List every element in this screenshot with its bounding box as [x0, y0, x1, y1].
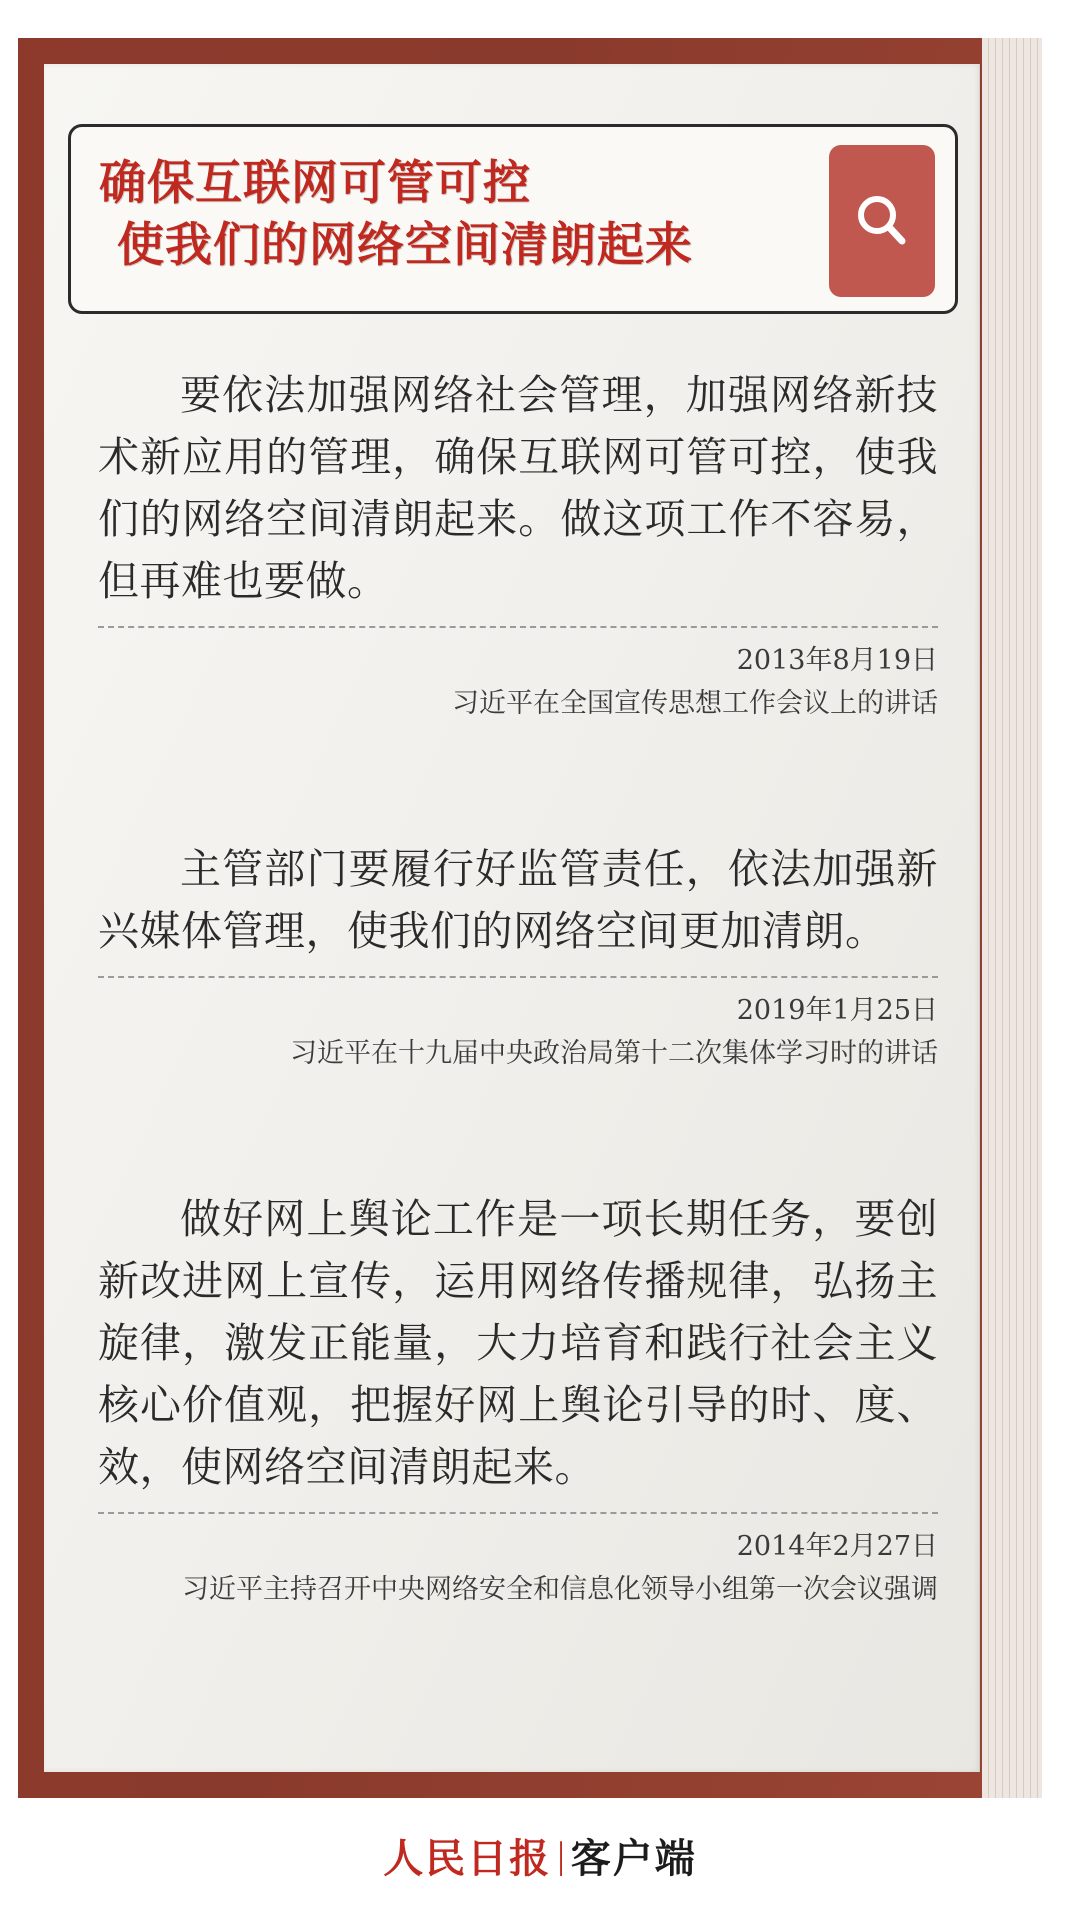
page-title: [99, 153, 739, 277]
quote-source: 习近平主持召开中央网络安全和信息化领导小组第一次会议强调: [182, 1574, 938, 1605]
quote-divider: [98, 1512, 938, 1514]
quote-source: 习近平在全国宣传思想工作会议上的讲话: [452, 688, 938, 719]
book-cover: [18, 38, 1042, 1798]
title-line-1: 确保互联网可管可控: [99, 156, 531, 211]
quote-divider: [98, 976, 938, 978]
quote-text: 做好网上舆论工作是一项长期任务，要创新改进网上宣传，运用网络传播规律，弘扬主旋律，激发正能量，大力培育和践行社会主义核心价值观，把握好网上舆论引导的时、度、效，使网络空间清朗起来。: [98, 1195, 938, 1491]
quote-text: 要依法加强网络社会管理，加强网络新技术新应用的管理，确保互联网可管可控，使我们的网络空间清朗起来。做这项工作不容易，但再难也要做。: [98, 371, 938, 605]
brand-name: 人民日报: [383, 1835, 552, 1882]
title-banner: [68, 124, 958, 314]
quote-list: [98, 364, 938, 1676]
page-surface: [44, 64, 980, 1772]
title-line-2: 使我们的网络空间清朗起来: [117, 218, 693, 273]
footer-brand: [0, 1827, 1080, 1884]
search-button[interactable]: [829, 145, 935, 297]
brand-logo: [383, 1827, 697, 1884]
quote-divider: [98, 626, 938, 628]
search-icon: [850, 189, 914, 253]
quote-source: 习近平在十九届中央政治局第十二次集体学习时的讲话: [290, 1038, 938, 1069]
brand-separator: |: [557, 1834, 565, 1877]
quote-item: [98, 364, 938, 720]
page-stack-decoration: [982, 38, 1042, 1798]
quote-item: [98, 1188, 938, 1606]
quote-date: 2019年1月25日: [736, 995, 938, 1026]
quote-date: 2014年2月27日: [736, 1531, 938, 1562]
quote-item: [98, 838, 938, 1070]
quote-date: 2013年8月19日: [736, 645, 938, 676]
quote-text: 主管部门要履行好监管责任，依法加强新兴媒体管理，使我们的网络空间更加清朗。: [98, 845, 938, 955]
app-name: 客户端: [570, 1836, 697, 1882]
